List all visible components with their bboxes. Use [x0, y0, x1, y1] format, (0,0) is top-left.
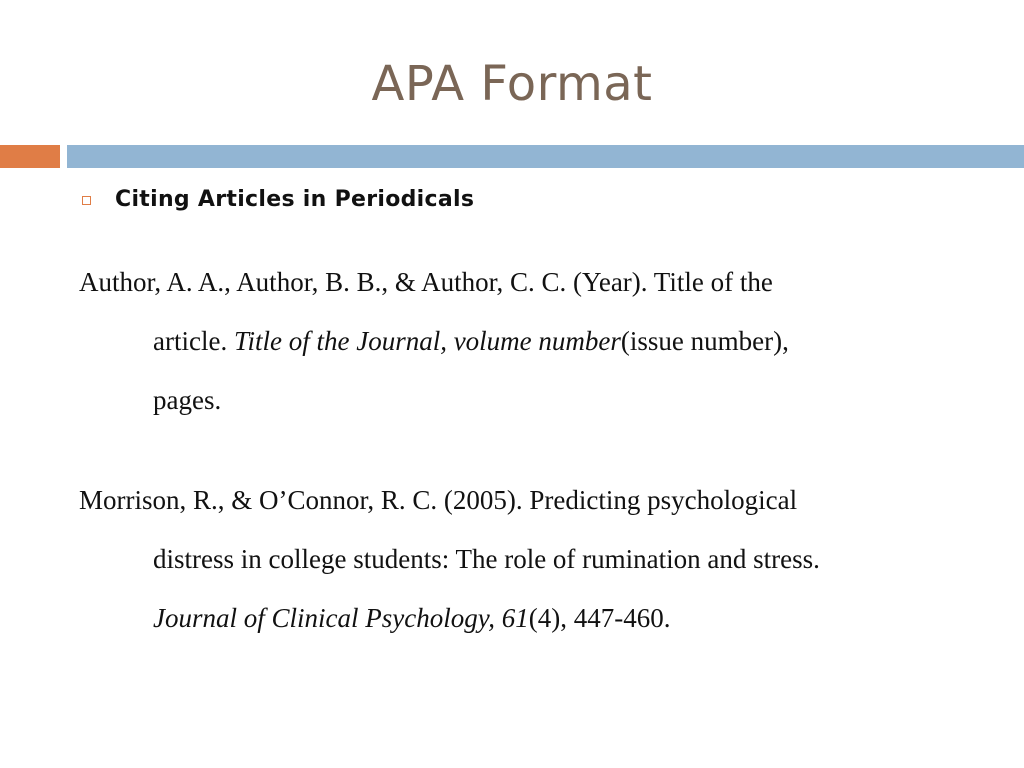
accent-bar-blue [67, 145, 1024, 168]
template-reference [79, 253, 979, 430]
example-reference-line-3 [79, 589, 979, 648]
template-journal-italic: Title of the Journal, volume number [233, 326, 621, 356]
template-reference-line-2 [79, 312, 979, 371]
example-reference-line-1: Morrison, R., & O’Connor, R. C. (2005). Predicting psychological [79, 485, 798, 515]
hollow-square-bullet-icon [82, 196, 91, 205]
template-reference-line-1: Author, A. A., Author, B. B., & Author, C. C. (Year). Title of the [79, 267, 773, 297]
template-issue-text: (issue number), [620, 326, 789, 356]
accent-bar-orange [0, 145, 60, 168]
slide-title: APA Format [371, 56, 653, 112]
template-article-text: article. [153, 326, 234, 356]
example-reference-line-2: distress in college students: The role of rumination and stress. [153, 544, 820, 574]
example-reference [79, 471, 979, 648]
template-reference-line-3: pages. [153, 385, 222, 415]
example-journal-italic: Journal of Clinical Psychology, 61 [153, 603, 529, 633]
example-issue-pages: (4), 447-460. [528, 603, 671, 633]
bullet-heading: Citing Articles in Periodicals [115, 186, 475, 212]
bullet-item [82, 182, 474, 216]
